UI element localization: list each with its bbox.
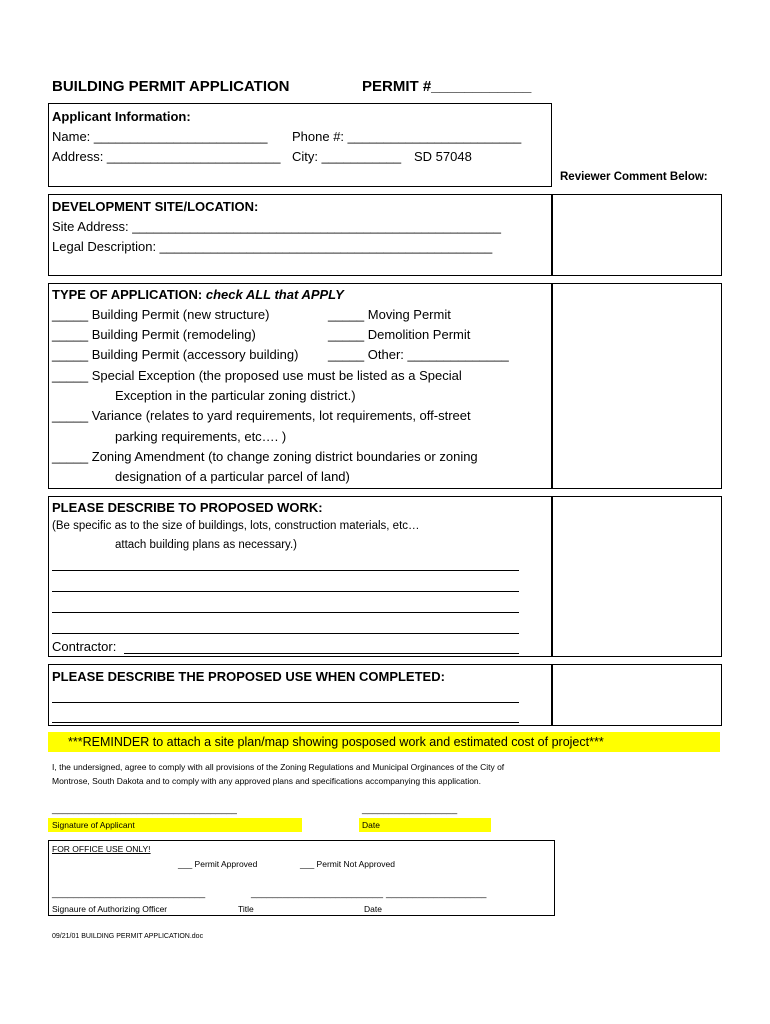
special-exception-note: Exception in the particular zoning district.) xyxy=(115,388,356,403)
applicant-phone-field[interactable]: Phone #: ________________________ xyxy=(292,129,522,144)
permit-not-approved-option[interactable]: ___ Permit Not Approved xyxy=(300,859,395,869)
footer-filename: 09/21/01 BUILDING PERMIT APPLICATION.doc xyxy=(52,933,204,940)
applicant-name-field[interactable]: Name: ________________________ xyxy=(52,129,268,144)
reviewer-comment-work[interactable] xyxy=(552,496,722,657)
reviewer-comment-type[interactable] xyxy=(552,283,722,489)
option-zoning-amendment[interactable]: _____ Zoning Amendment (to change zoning district boundaries or zoning xyxy=(52,449,478,464)
option-demolition-permit[interactable]: _____ Demolition Permit xyxy=(328,327,471,342)
work-line[interactable] xyxy=(52,570,519,571)
permit-number-field[interactable]: PERMIT #____________ xyxy=(362,78,532,95)
officer-title-line[interactable]: _________________________ xyxy=(251,888,384,899)
officer-signature-line[interactable]: _____________________________ xyxy=(52,888,206,899)
officer-date-label: Date xyxy=(364,904,382,914)
applicant-address-field[interactable]: Address: ________________________ xyxy=(52,149,281,164)
office-use-heading: FOR OFFICE USE ONLY! xyxy=(52,844,151,854)
work-note-1: (Be specific as to the size of buildings, lots, construction materials, etc… xyxy=(52,520,420,532)
option-special-exception[interactable]: _____ Special Exception (the proposed use must be listed as a Special xyxy=(52,368,462,383)
reviewer-comment-site[interactable] xyxy=(552,194,722,276)
option-moving-permit[interactable]: _____ Moving Permit xyxy=(328,307,451,322)
option-other[interactable]: _____ Other: ______________ xyxy=(328,347,509,362)
use-heading: PLEASE DESCRIBE THE PROPOSED USE WHEN COMPLETED: xyxy=(52,669,445,684)
option-new-structure[interactable]: _____ Building Permit (new structure) xyxy=(52,307,270,322)
zoning-amendment-note: designation of a particular parcel of land) xyxy=(115,469,350,484)
site-address-field[interactable]: Site Address: ___________________________________________________ xyxy=(52,219,501,234)
reminder-text: ***REMINDER to attach a site plan/map showing posposed work and estimated cost of project*** xyxy=(68,735,604,749)
signature-label: Signature of Applicant xyxy=(52,820,135,830)
variance-note: parking requirements, etc…. ) xyxy=(115,429,287,444)
applicant-heading: Applicant Information: xyxy=(52,109,191,124)
date-label: Date xyxy=(362,820,380,830)
officer-title-label: Title xyxy=(238,904,254,914)
site-heading: DEVELOPMENT SITE/LOCATION: xyxy=(52,199,259,214)
contractor-field[interactable] xyxy=(124,653,519,654)
reviewer-heading: Reviewer Comment Below: xyxy=(560,171,708,183)
type-heading xyxy=(52,288,344,301)
agreement-line-1: I, the undersigned, agree to comply with all provisions of the Zoning Regulations and Municipal Orginances of the City of xyxy=(52,762,505,772)
use-line[interactable] xyxy=(52,722,519,723)
form-title: BUILDING PERMIT APPLICATION xyxy=(52,78,290,95)
option-variance[interactable]: _____ Variance (relates to yard requirements, lot requirements, off-street xyxy=(52,408,471,423)
work-line[interactable] xyxy=(52,612,519,613)
work-heading: PLEASE DESCRIBE TO PROPOSED WORK: xyxy=(52,500,323,515)
work-note-2: attach building plans as necessary.) xyxy=(115,539,297,551)
agreement-line-2: Montrose, South Dakota and to comply with any approved plans and specifications accompanying this application. xyxy=(52,776,482,786)
type-heading-emphasis: check ALL that APPLY xyxy=(205,287,344,302)
type-heading-label: TYPE OF APPLICATION: xyxy=(52,287,206,302)
option-remodeling[interactable]: _____ Building Permit (remodeling) xyxy=(52,327,256,342)
contractor-label: Contractor: xyxy=(52,639,117,654)
applicant-city-field[interactable]: City: ___________ xyxy=(292,149,402,164)
permit-approved-option[interactable]: ___ Permit Approved xyxy=(178,859,258,869)
officer-date-line[interactable]: ___________________ xyxy=(386,888,487,899)
work-line[interactable] xyxy=(52,633,519,634)
reviewer-comment-use[interactable] xyxy=(552,664,722,726)
legal-description-field[interactable]: Legal Description: ______________________________________________ xyxy=(52,239,493,254)
applicant-date-line[interactable]: __________________ xyxy=(362,804,458,815)
state-zip: SD 57048 xyxy=(414,149,472,164)
officer-signature-label: Signaure of Authorizing Officer xyxy=(52,904,168,914)
option-accessory-building[interactable]: _____ Building Permit (accessory building) xyxy=(52,347,299,362)
work-line[interactable] xyxy=(52,591,519,592)
use-line[interactable] xyxy=(52,702,519,703)
applicant-signature-line[interactable]: ___________________________________ xyxy=(52,804,237,815)
